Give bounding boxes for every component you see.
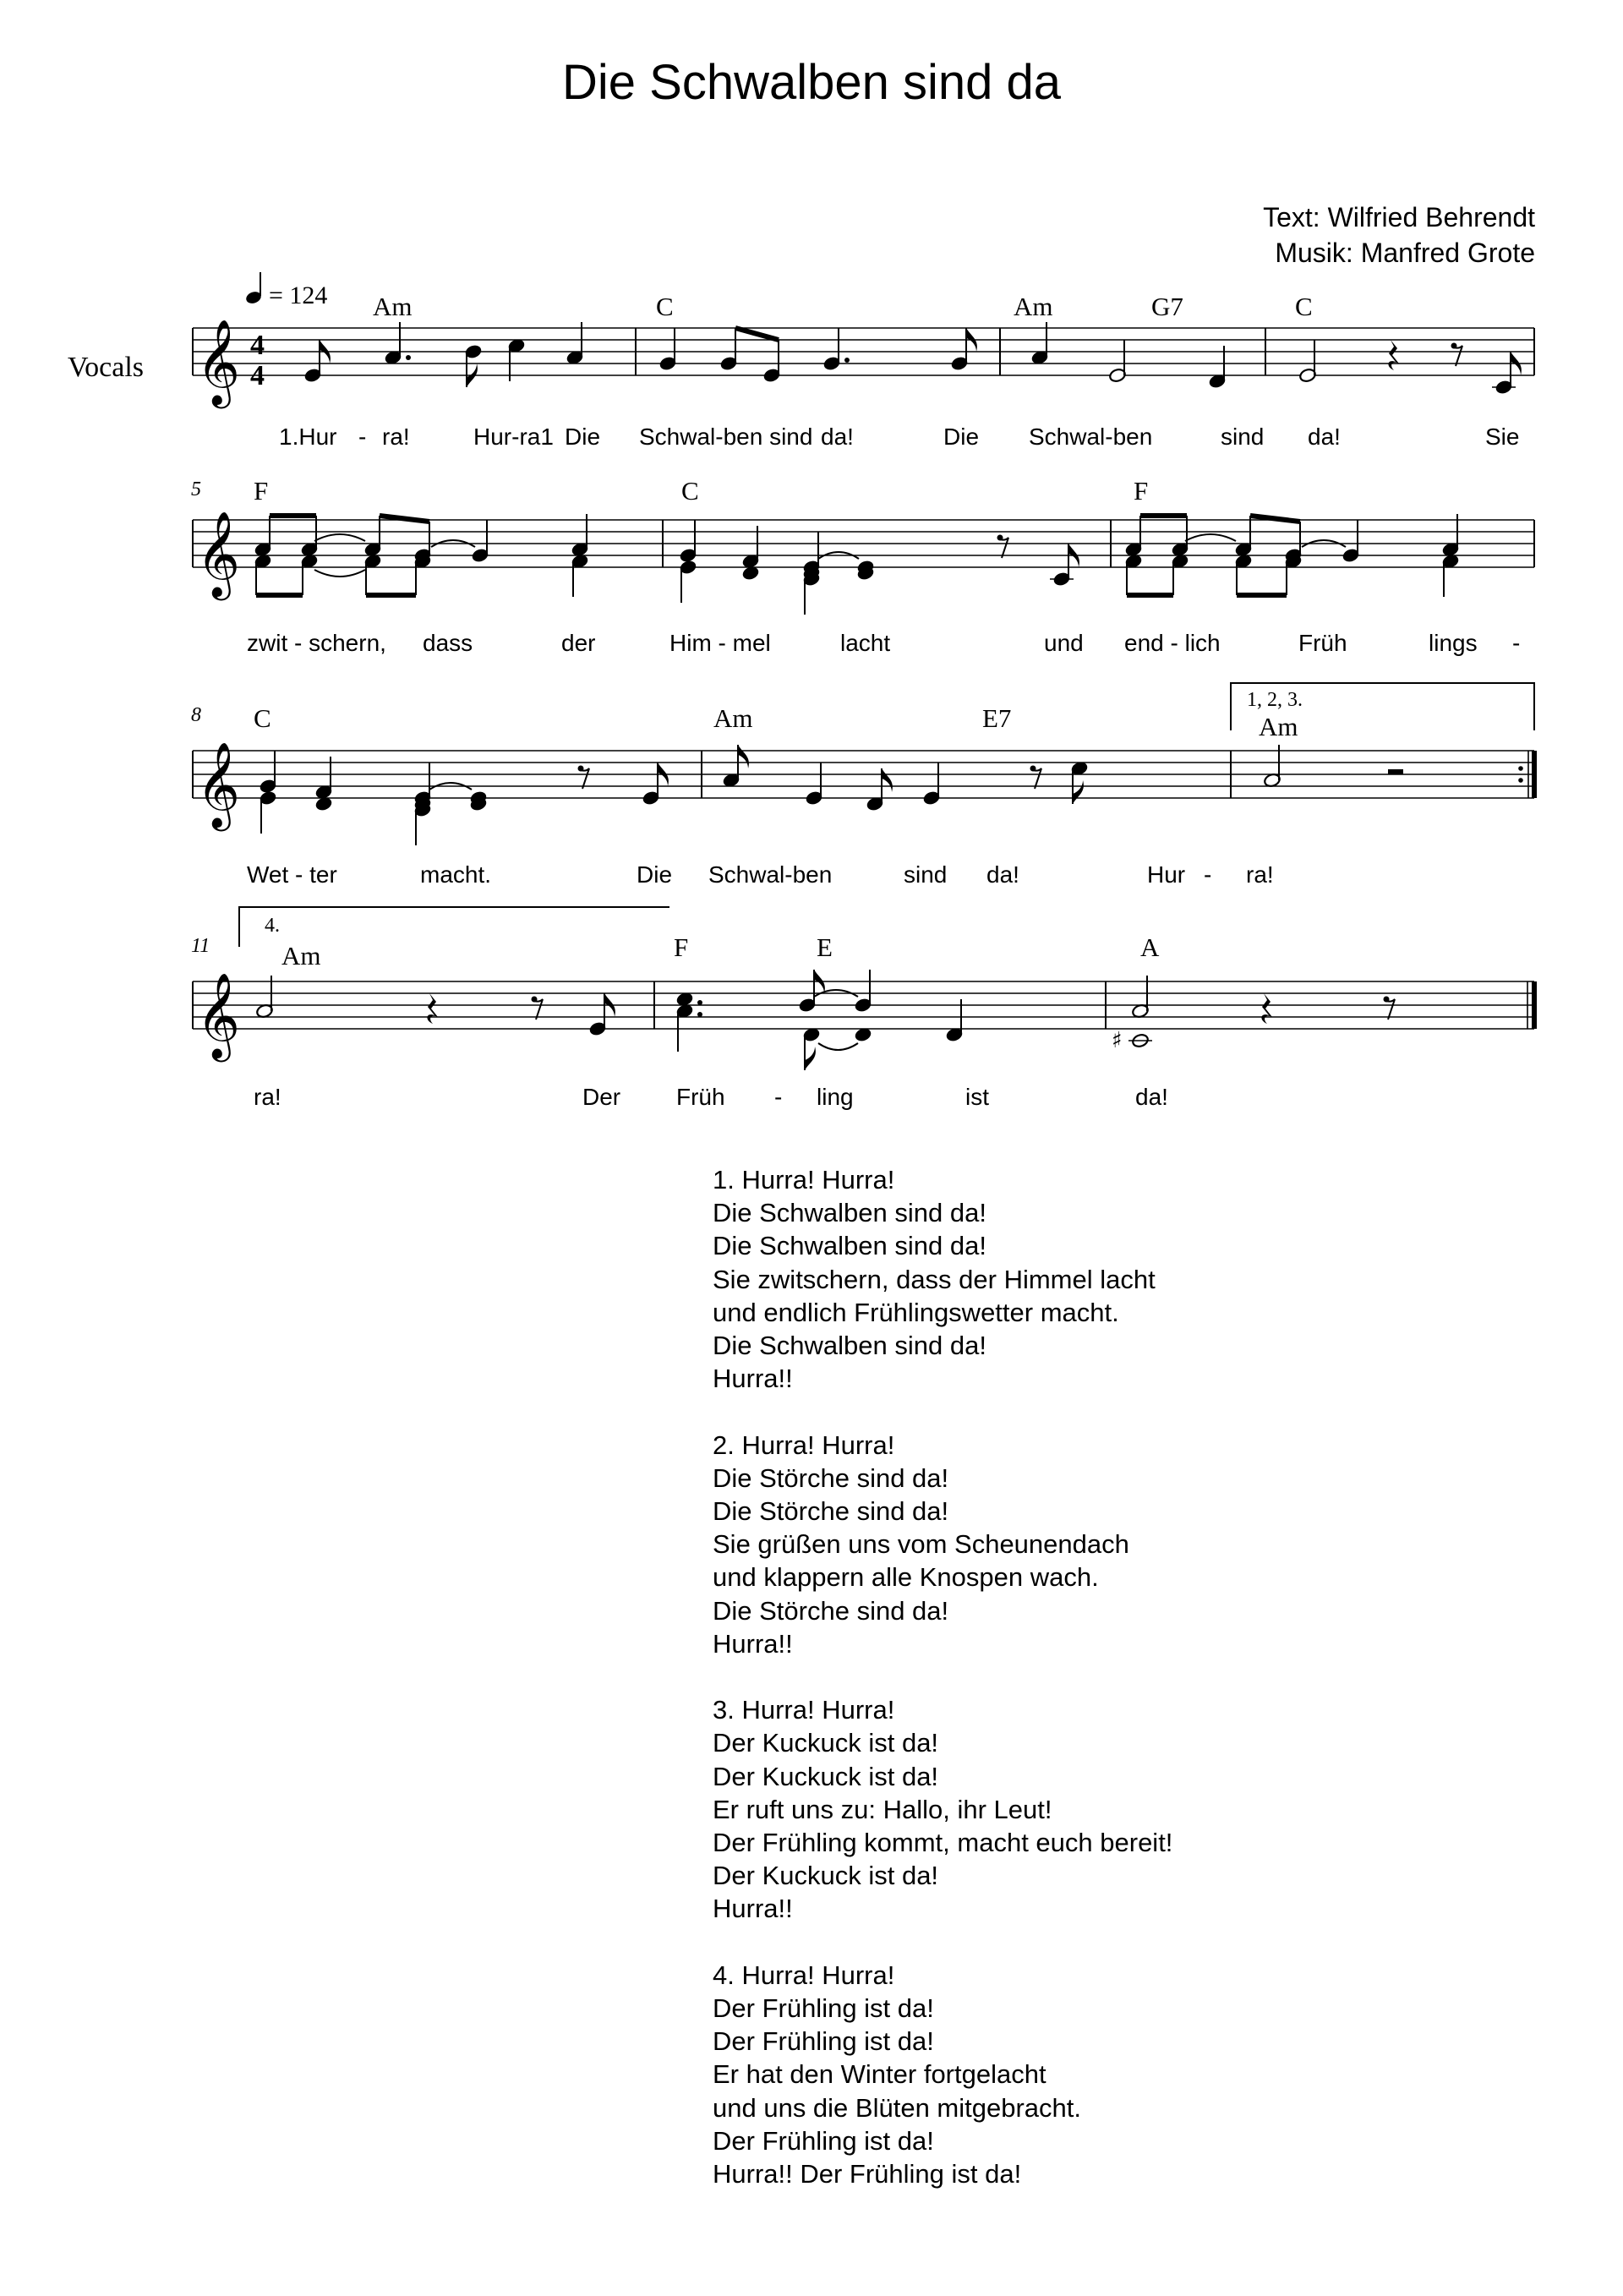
chord-symbol: F — [254, 476, 269, 506]
treble-clef-icon: 𝄞 — [196, 741, 241, 828]
lyric-line: Der Frühling ist da! — [713, 2125, 934, 2156]
volta-label: 4. — [265, 915, 280, 937]
lyric-line: 1. Hurra! Hurra! — [713, 1165, 895, 1194]
lyric-syllable: ist — [965, 1084, 989, 1110]
lyric-line: Der Kuckuck ist da! — [713, 1761, 939, 1791]
chord-symbol: E — [817, 932, 833, 962]
quarter-rest — [1261, 993, 1272, 1024]
lyric-syllable: ra! — [1246, 861, 1274, 888]
lyricist-credit: Text: Wilfried Behrendt — [1263, 202, 1535, 232]
lyric-syllable: Hur-ra1 — [473, 424, 554, 450]
chord-symbol: C — [254, 703, 271, 733]
lyric-syllable: da! — [1135, 1084, 1168, 1110]
stanza — [713, 1163, 1172, 1395]
stanza — [713, 1429, 1172, 1660]
chord-symbol: Am — [281, 941, 321, 970]
tie — [818, 1043, 858, 1050]
note-flag — [882, 768, 893, 792]
lyrics-text — [713, 1163, 1172, 2223]
chord-symbol: C — [656, 292, 674, 321]
tempo-marking — [244, 272, 327, 309]
lyric-line: Sie grüßen uns vom Scheunendach — [713, 1529, 1129, 1560]
lyric-line: Hurra!! — [713, 1894, 793, 1924]
lyric-line: Die Schwalben sind da! — [713, 1231, 986, 1261]
measure-number-11: 11 — [191, 935, 210, 957]
lyric-line: Hurra!! — [713, 1628, 793, 1659]
lyric-line: Die Störche sind da! — [713, 1462, 949, 1493]
chord-symbol: Am — [373, 292, 413, 321]
lyric-syllable: ra! — [382, 424, 410, 450]
lyric-line: Die Schwalben sind da! — [713, 1331, 986, 1361]
repeat-dot — [1518, 778, 1523, 783]
measure-number-8: 8 — [191, 704, 201, 726]
tie — [314, 534, 365, 541]
measure-number-5: 5 — [191, 478, 201, 500]
lyric-syllable: Schwal-ben — [1029, 424, 1153, 450]
tie — [314, 570, 365, 577]
lyric-syllable: - — [1512, 630, 1521, 656]
lyric-line: Die Störche sind da! — [713, 1496, 949, 1527]
lyric-syllable: lings — [1429, 630, 1478, 656]
staff-lyrics — [247, 424, 1520, 1110]
lyric-syllable: ra! — [254, 1084, 281, 1110]
lyric-syllable: Der — [582, 1084, 621, 1110]
lyric-syllable: und — [1044, 630, 1084, 656]
chord-symbol: F — [674, 932, 689, 962]
volta-label: 1, 2, 3. — [1247, 689, 1303, 711]
chord-symbol: A — [1140, 932, 1160, 962]
chord-symbol: E7 — [982, 703, 1012, 733]
lyric-line: Der Kuckuck ist da! — [713, 1861, 939, 1891]
lyric-syllable: dass — [423, 630, 473, 656]
lyric-line: Der Frühling ist da! — [713, 1993, 934, 2024]
lyric-syllable: Wet - ter — [247, 861, 337, 888]
sheet-music-score — [0, 0, 1623, 1133]
lyric-syllable: Schwal-ben sind — [639, 424, 813, 450]
lyric-syllable: sind — [1221, 424, 1265, 450]
note-dot — [697, 1000, 702, 1005]
lyric-syllable: - — [1204, 861, 1212, 888]
treble-clef-icon: 𝄞 — [196, 510, 241, 597]
tempo-value: = 124 — [269, 282, 328, 309]
lyric-line: 4. Hurra! Hurra! — [713, 1960, 895, 1990]
lyric-line: und endlich Frühlingswetter macht. — [713, 1297, 1119, 1327]
lyric-syllable: ling — [817, 1084, 854, 1110]
chord-symbol: F — [1134, 476, 1149, 506]
stanza — [713, 1693, 1172, 1925]
lyric-line: und uns die Blüten mitgebracht. — [713, 2092, 1081, 2123]
lyric-syllable: Die — [565, 424, 601, 450]
note-dot — [844, 358, 850, 363]
lyric-syllable: macht. — [420, 861, 492, 888]
note-beam — [380, 516, 429, 522]
quarter-rest — [427, 993, 438, 1024]
lyric-line: Der Frühling kommt, macht euch bereit! — [713, 1828, 1173, 1858]
composer-credit: Musik: Manfred Grote — [1275, 238, 1535, 268]
lyric-syllable: zwit - schern, — [247, 630, 386, 656]
lyric-line: Hurra!! Der Frühling ist da! — [713, 2159, 1022, 2189]
lyric-line: Hurra!! — [713, 1364, 793, 1394]
time-sig-top: 4 — [250, 330, 265, 361]
chord-symbol: G7 — [1151, 292, 1183, 321]
stanza — [713, 1959, 1172, 2190]
tie — [1185, 534, 1236, 541]
lyric-syllable: sind — [904, 861, 948, 888]
chord-symbol: C — [681, 476, 699, 506]
lyric-syllable: - — [358, 424, 367, 450]
lyric-syllable: Die — [637, 861, 673, 888]
lyric-line: Die Schwalben sind da! — [713, 1198, 986, 1228]
lyric-line: 3. Hurra! Hurra! — [713, 1695, 895, 1725]
note-beam — [1250, 516, 1300, 522]
lyric-line: Er ruft uns zu: Hallo, ihr Leut! — [713, 1794, 1052, 1824]
lyric-syllable: - — [774, 1084, 783, 1110]
lyric-line: Er hat den Winter fortgelacht — [713, 2059, 1046, 2090]
lyric-syllable: Früh — [1298, 630, 1347, 656]
chord-symbol: Am — [1259, 712, 1298, 741]
note-flag — [738, 745, 749, 768]
note-beam — [735, 328, 779, 340]
lyric-syllable: da! — [986, 861, 1019, 888]
lyric-line: 2. Hurra! Hurra! — [713, 1430, 895, 1460]
lyric-syllable: Him - mel — [669, 630, 771, 656]
lyric-line: Der Kuckuck ist da! — [713, 1728, 939, 1758]
quarter-rest — [1388, 340, 1399, 370]
chord-symbol: C — [1295, 292, 1313, 321]
time-signature — [250, 330, 265, 391]
lyric-syllable: Hur — [1147, 861, 1186, 888]
lyric-syllable: da! — [1308, 424, 1341, 450]
chord-symbol: Am — [1014, 292, 1053, 321]
note-flag — [805, 1047, 816, 1070]
lyric-syllable: Früh — [676, 1084, 725, 1110]
lyric-syllable: end - lich — [1124, 630, 1221, 656]
lyric-syllable: Die — [943, 424, 980, 450]
lyric-syllable: Schwal-ben — [708, 861, 833, 888]
lyric-line: und klappern alle Knospen wach. — [713, 1562, 1099, 1593]
lyric-line: Die Störche sind da! — [713, 1595, 949, 1626]
repeat-dot — [1518, 766, 1523, 771]
treble-clef-icon: 𝄞 — [196, 971, 241, 1058]
note-flag — [1073, 780, 1084, 804]
note-dot — [697, 1012, 702, 1017]
song-title: Die Schwalben sind da — [561, 55, 1062, 110]
half-rest — [1388, 769, 1403, 774]
instrument-label: Vocals — [68, 352, 145, 383]
lyric-line: Sie zwitschern, dass der Himmel lacht — [713, 1264, 1156, 1294]
time-sig-bottom: 4 — [250, 360, 265, 391]
lyric-syllable: 1.Hur — [279, 424, 337, 450]
lyric-syllable: Sie — [1485, 424, 1520, 450]
lyric-syllable: da! — [821, 424, 854, 450]
treble-clef-icon: 𝄞 — [196, 318, 241, 405]
note-dot — [406, 355, 411, 360]
lyric-syllable: der — [561, 630, 596, 656]
lyric-syllable: lacht — [840, 630, 891, 656]
sharp-icon: ♯ — [1112, 1028, 1123, 1053]
lyric-line: Der Frühling ist da! — [713, 2026, 934, 2057]
chord-symbol: Am — [713, 703, 753, 733]
